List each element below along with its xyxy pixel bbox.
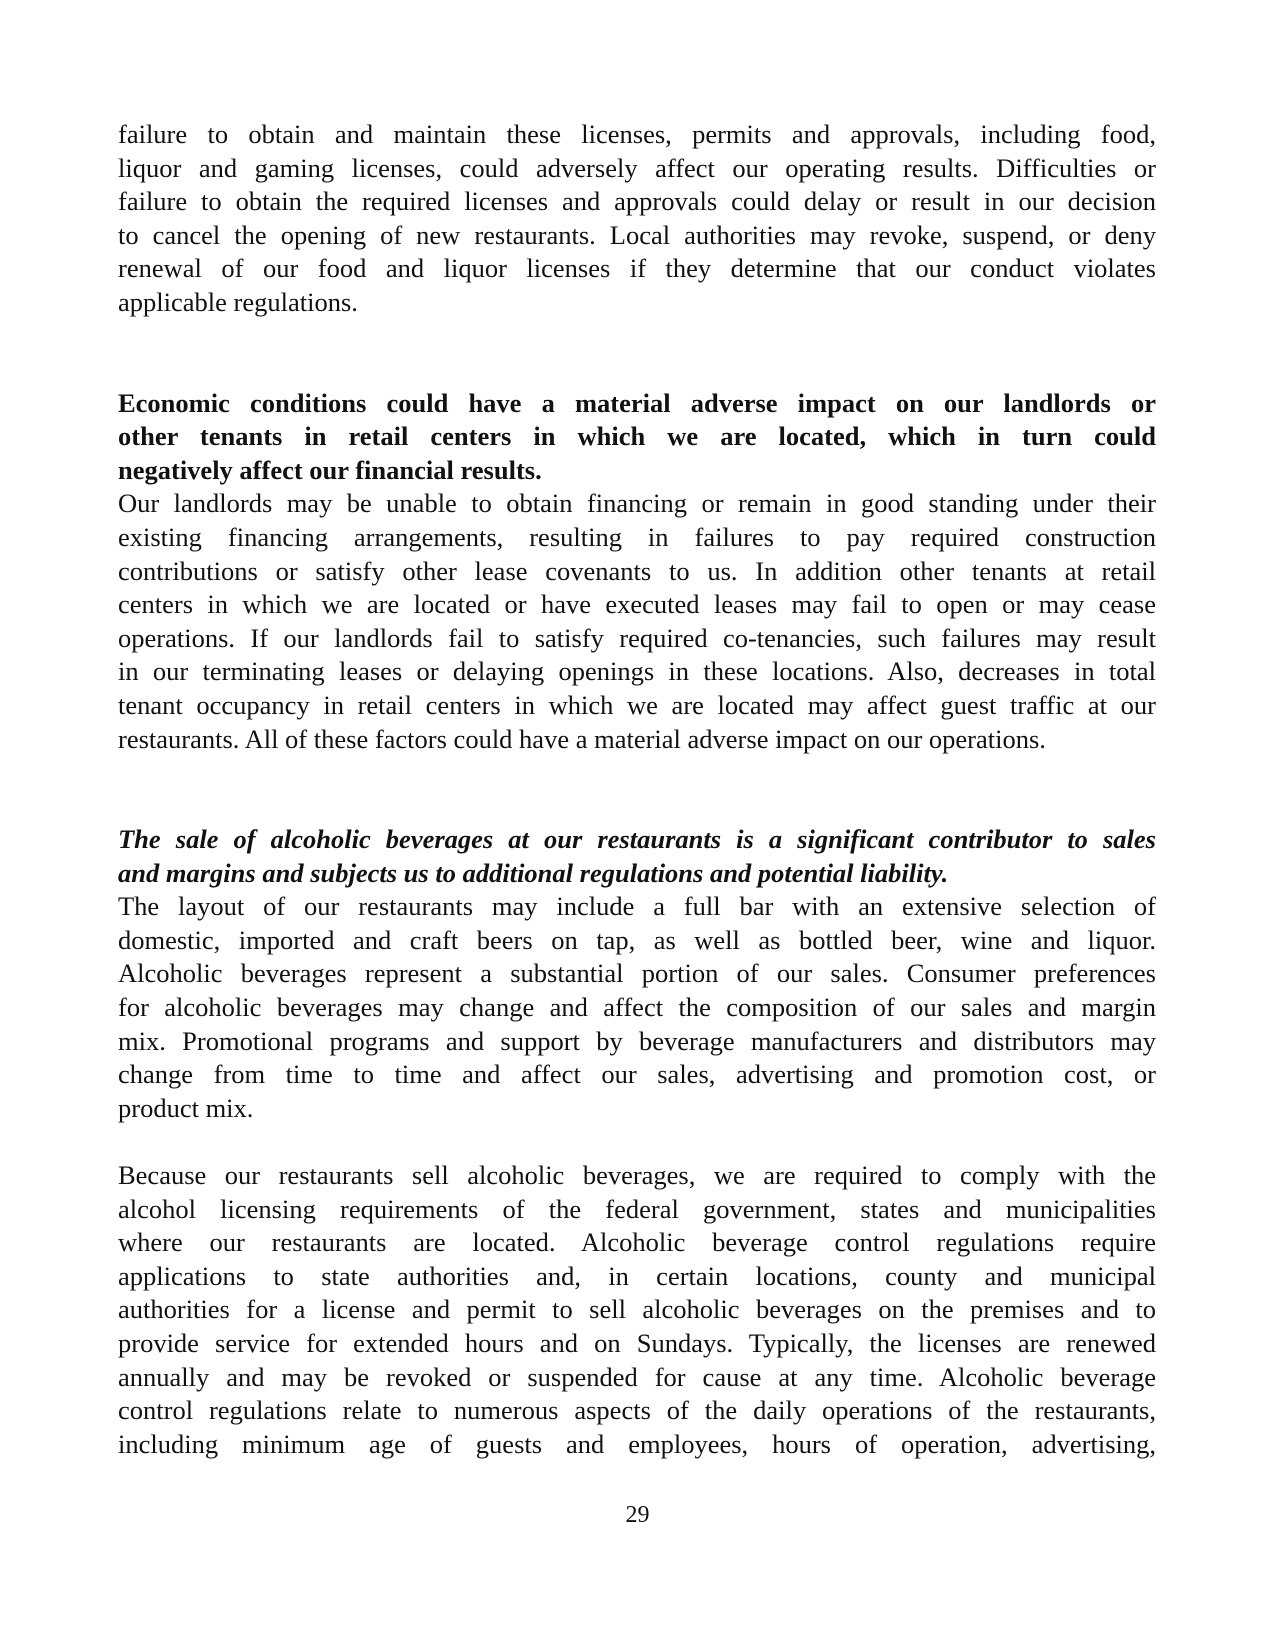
text-line: tenant occupancy in retail centers in which we are located may affect guest traffic at our	[118, 689, 1156, 720]
page-number: 29	[625, 1502, 650, 1528]
text-line: applications to state authorities and, in certain locations, county and municipal	[118, 1260, 1156, 1291]
paragraph-landlords	[118, 487, 1156, 756]
text-line: to cancel the opening of new restaurants. Local authorities may revoke, suspend, or deny	[118, 219, 1156, 250]
text-line: failure to obtain the required licenses and approvals could delay or result in our decision	[118, 186, 1156, 217]
text-line: product mix.	[118, 1092, 254, 1123]
heading-alcoholic-beverages	[118, 823, 1156, 890]
text-line: alcohol licensing requirements of the federal government, states and municipalities	[118, 1193, 1156, 1224]
text-line: renewal of our food and liquor licenses if they determine that our conduct violates	[118, 253, 1156, 284]
heading-line: Economic conditions could have a material adverse impact on our landlords or	[118, 387, 1156, 418]
text-line: control regulations relate to numerous aspects of the daily operations of the restaurants,	[118, 1395, 1156, 1426]
paragraph-alcohol-licensing	[118, 1159, 1156, 1461]
document-page	[118, 118, 1156, 1461]
heading-economic-conditions	[118, 387, 1156, 488]
section-spacer	[118, 320, 1156, 387]
text-line: contributions or satisfy other lease covenants to us. In addition other tenants at retail	[118, 555, 1156, 586]
text-line: annually and may be revoked or suspended for cause at any time. Alcoholic beverage	[118, 1361, 1156, 1392]
heading-line: negatively affect our financial results.	[118, 454, 542, 485]
text-line: The layout of our restaurants may include a full bar with an extensive selection of	[118, 891, 1156, 922]
text-line: Our landlords may be unable to obtain financing or remain in good standing under their	[118, 488, 1156, 519]
text-line: operations. If our landlords fail to satisfy required co-tenancies, such failures may result	[118, 622, 1156, 653]
heading-line: and margins and subjects us to additional regulations and potential liability.	[118, 857, 949, 888]
text-line: existing financing arrangements, resulting in failures to pay required construction	[118, 521, 1156, 552]
text-line: including minimum age of guests and employees, hours of operation, advertising,	[118, 1428, 1156, 1459]
text-line: domestic, imported and craft beers on tap, as well as bottled beer, wine and liquor.	[118, 924, 1156, 955]
heading-line: The sale of alcoholic beverages at our restaurants is a significant contributor to sales	[118, 824, 1156, 855]
text-line: provide service for extended hours and on Sundays. Typically, the licenses are renewed	[118, 1328, 1156, 1358]
paragraph-licenses-continued	[118, 118, 1156, 320]
text-line: change from time to time and affect our sales, advertising and promotion cost, or	[118, 1059, 1156, 1090]
text-line: Alcoholic beverages represent a substantial portion of our sales. Consumer preferences	[118, 958, 1156, 989]
text-line: mix. Promotional programs and support by beverage manufacturers and distributors may	[118, 1025, 1156, 1056]
paragraph-bar-layout	[118, 890, 1156, 1125]
text-line: for alcoholic beverages may change and affect the composition of our sales and margin	[118, 992, 1156, 1023]
text-line: where our restaurants are located. Alcoholic beverage control regulations require	[118, 1227, 1156, 1258]
text-line: liquor and gaming licenses, could adversely affect our operating results. Difficulties or	[118, 152, 1156, 183]
text-line: centers in which we are located or have executed leases may fail to open or may cease	[118, 589, 1156, 620]
paragraph-spacer	[118, 1125, 1156, 1159]
heading-line: other tenants in retail centers in which we are located, which in turn could	[118, 421, 1156, 452]
section-spacer	[118, 756, 1156, 823]
text-line: Because our restaurants sell alcoholic beverages, we are required to comply with the	[118, 1160, 1156, 1191]
text-line: in our terminating leases or delaying openings in these locations. Also, decreases in total	[118, 656, 1156, 687]
text-line: restaurants. All of these factors could have a material adverse impact on our operations.	[118, 723, 1046, 754]
text-line: applicable regulations.	[118, 286, 358, 317]
text-line: authorities for a license and permit to sell alcoholic beverages on the premises and to	[118, 1294, 1156, 1325]
text-line: failure to obtain and maintain these licenses, permits and approvals, including food,	[118, 119, 1156, 149]
